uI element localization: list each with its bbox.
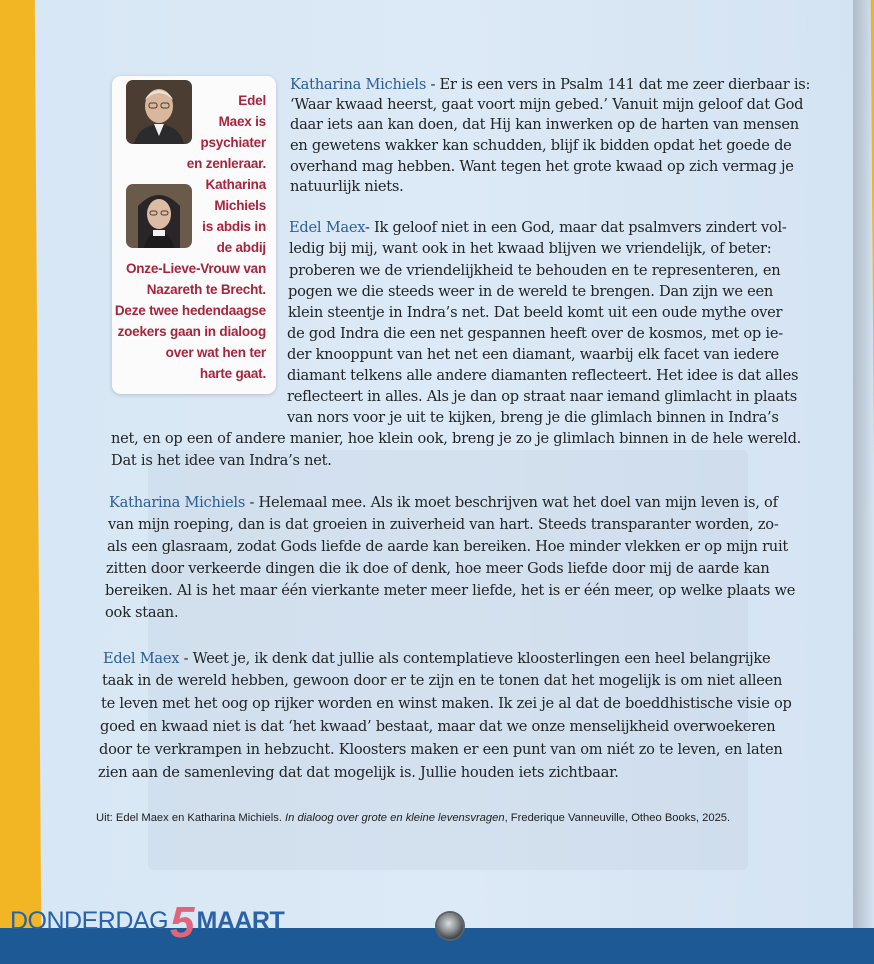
card-text-line: Maex is — [218, 114, 266, 129]
card-text-line: Nazareth te Brecht. — [146, 282, 266, 297]
paragraph-1-line: overhand mag hebben. Want tegen het grote kwaad op zich vermag je — [290, 158, 794, 175]
card-text-line: is abdis in — [202, 219, 266, 234]
paragraph-2-line: van nors voor je uit te kijken, breng je die glimlach binnen in Indra’s — [287, 409, 779, 426]
credit-suffix: , Frederique Vanneuville, Otheo Books, 2025. — [504, 812, 731, 824]
day-number: 5 — [170, 898, 195, 947]
paragraph-3-line: bereiken. Al is het maar één vierkante meter meer liefde, het is er één meer, op welke plaats we — [105, 582, 796, 599]
card-text-line: zoekers gaan in dialoog — [117, 324, 266, 339]
paragraph-4-line: door te verkrampen in hebzucht. Kloosters maken er een punt van om niét zo te leven, en laten — [99, 741, 783, 758]
paragraph-1-line — [290, 76, 810, 93]
paragraph-2-line: net, en op een of andere manier, hoe klein ook, breng je zo je glimlach binnen in de hele wereld. — [111, 430, 802, 447]
paragraph-3-line — [109, 494, 778, 511]
paragraph-2-line — [289, 219, 787, 236]
paragraph-4-line: zien aan de samenleving dat dat mogelijk is. Jullie houden iets zichtbaar. — [98, 764, 619, 781]
paragraph-4-line: taak in de wereld hebben, gewoon door er te zijn en te tonen dat het mogelijk is om niet alleen — [102, 672, 783, 689]
paragraph-2-line: pogen we die steeds weer in de wereld te brengen. Dan zijn we een — [288, 283, 774, 300]
card-text-line: Deze twee hedendaagse — [114, 303, 266, 318]
paragraph-text: - Helemaal mee. Als ik moet beschrijven wat het doel van mijn leven is, of — [245, 494, 778, 511]
paragraph-text: - Weet je, ik denk dat jullie als contemplatieve kloosterlingen een heel belangrijke — [179, 650, 771, 667]
paragraph-4-line — [103, 650, 770, 667]
card-text-line: Katharina — [205, 177, 266, 192]
speaker-name: Katharina Michiels — [109, 494, 246, 511]
date-label — [10, 890, 285, 947]
card-text-line: en zenleraar. — [186, 156, 266, 171]
paragraph-3-line: zitten door verkeerde dingen die ik doe of denk, hoe meer Gods liefde door mij de aarde kan — [106, 560, 770, 577]
card-text-line: over wat hen ter — [165, 345, 266, 360]
credit-prefix: Uit: Edel Maex en Katharina Michiels. — [96, 812, 286, 824]
paragraph-1-line: en gewetens wakker kan schudden, blijf ik bidden opdat het goede de — [290, 137, 792, 154]
portrait-katharina-michiels — [126, 184, 192, 248]
paragraph-text: - Ik geloof niet in een God, maar dat psalmvers zindert vol- — [364, 219, 787, 236]
card-text-line: psychiater — [200, 135, 266, 150]
paragraph-2-line: reflecteert in alles. Als je dan op straat naar iemand glimlacht in plaats — [287, 388, 798, 405]
source-credit — [96, 812, 730, 824]
sheet-shadow — [853, 0, 874, 964]
paragraph-2-line: diamant telkens alle andere diamanten reflecteert. Het idee is dat alles — [287, 367, 799, 384]
paragraph-2-line: de god Indra die een net gespannen heeft over de kosmos, met op ie- — [287, 325, 783, 342]
card-text-line: Michiels — [214, 198, 266, 213]
portrait-edel-maex — [126, 80, 192, 144]
paragraph-4-line: te leven met het oog op rijker worden en winst maken. Ik zei je al dat de boeddhistische visie op — [101, 695, 792, 712]
speaker-name: Edel Maex — [103, 650, 180, 667]
card-text-line: de abdij — [216, 240, 266, 255]
paragraph-1-line: natuurlijk niets. — [290, 178, 404, 195]
paragraph-3-line: als een glasraam, zodat Gods liefde de aarde kan bereiken. Hoe minder vlekken er op mijn ruit — [107, 538, 788, 555]
paragraph-2-line: proberen we de vriendelijkheid te behouden en te representeren, en — [289, 262, 781, 279]
card-text-line: Onze-Lieve-Vrouw van — [125, 261, 266, 276]
paragraph-4-line: goed en kwaad niet is dat ‘het kwaad’ bestaat, maar dat we onze menselijkheid overwoekeren — [100, 718, 776, 735]
paragraph-2-line: Dat is het idee van Indra’s net. — [111, 452, 332, 469]
speaker-name: Edel Maex — [289, 219, 365, 236]
paragraph-text: - Er is een vers in Psalm 141 dat me zeer dierbaar is: — [426, 76, 811, 93]
paragraph-1-line: daar iets aan kan doen, dat Hij kan inwerken op de harten van mensen — [290, 116, 799, 133]
paragraph-2-line: ledig bij mij, want ook in het kwaad blijven we vriendelijk, of beter: — [289, 240, 772, 257]
card-text-line: harte gaat. — [199, 366, 266, 381]
credit-book-title: In dialoog over grote en kleine levensvragen — [285, 812, 505, 824]
paragraph-2-line: der knooppunt van het net een diamant, waarbij elk facet van iedere — [287, 346, 779, 363]
paragraph-1-line: ‘Waar kwaad heerst, gaat voort mijn gebed.’ Vanuit mijn geloof dat God — [290, 96, 804, 113]
card-text-line: Edel — [238, 93, 266, 108]
paragraph-2-line: klein steentje in Indra’s net. Dat beeld komt uit een oude mythe over — [288, 304, 783, 321]
paragraph-3-line: van mijn roeping, dan is dat groeien in zuiverheid van hart. Steeds transparanter worden, zo- — [108, 516, 779, 533]
month-name: MAART — [196, 907, 285, 935]
speaker-name: Katharina Michiels — [290, 76, 427, 93]
binding-grommet — [437, 913, 463, 939]
profile-card — [112, 76, 276, 394]
day-name: DONDERDAG — [10, 907, 169, 935]
paragraph-3-line: ook staan. — [105, 604, 179, 621]
